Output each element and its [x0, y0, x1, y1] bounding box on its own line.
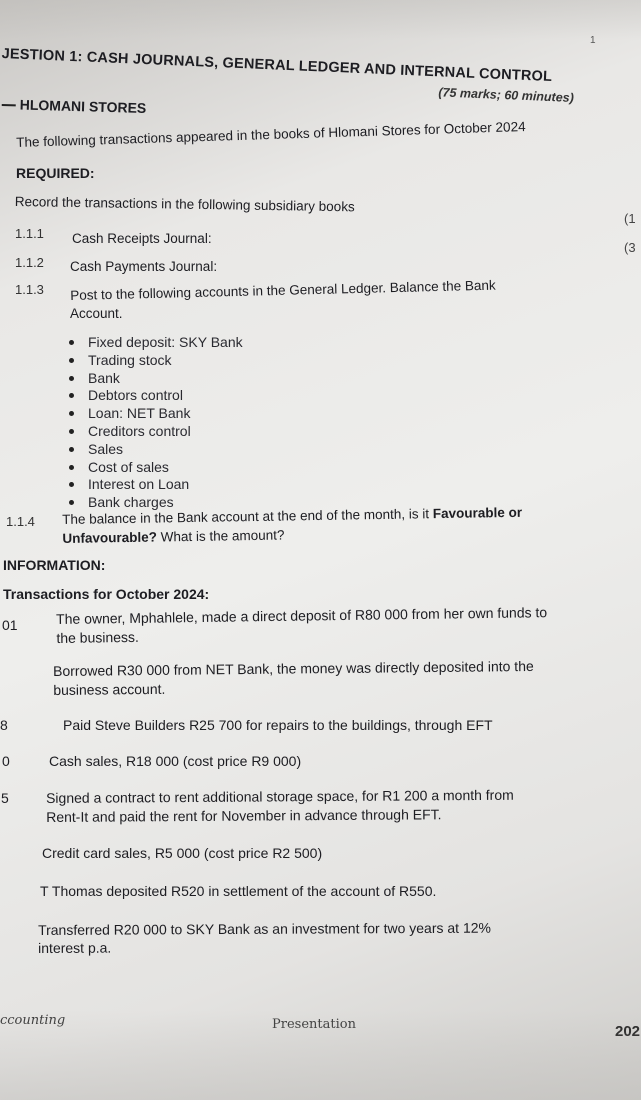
account-item: Sales	[66, 441, 243, 459]
right-mark-2: (3	[624, 240, 636, 255]
required-heading: REQUIRED:	[16, 165, 95, 181]
task-1-1-2-text: Cash Payments Journal:	[70, 259, 218, 274]
page-shadow-bottom	[0, 1010, 641, 1100]
task-1-1-2-number: 1.1.2	[15, 255, 44, 270]
company-name	[2, 96, 147, 117]
account-item: Cost of sales	[66, 459, 243, 477]
account-item: Bank charges	[66, 494, 243, 512]
task-1-1-4-text-a: The balance in the Bank account at the end of the month, is it	[62, 506, 433, 527]
right-mark-1: (1	[624, 211, 636, 226]
page-shadow-top	[0, 0, 641, 40]
transaction-line-1: The owner, Mphahlele, made a direct deposit of R80 000 from her own funds to	[56, 604, 548, 627]
transaction-day: 0	[2, 753, 10, 769]
marks-label: (75 marks; 60 minutes)	[438, 85, 575, 105]
transaction-line-1: Borrowed R30 000 from NET Bank, the money was directly deposited into the	[53, 657, 534, 679]
transaction-line-2: the business.	[56, 628, 139, 646]
account-list	[66, 334, 243, 512]
record-line: Record the transactions in the following subsidiary books	[14, 193, 355, 215]
page-mark: 1	[590, 35, 596, 46]
task-1-1-3-number: 1.1.3	[15, 282, 44, 297]
task-1-1-4-line-2	[62, 527, 284, 547]
account-item: Creditors control	[66, 423, 243, 441]
intro-text: The following transactions appeared in the books of Hlomani Stores for October 2024	[16, 118, 526, 150]
transaction-line-2: business account.	[53, 680, 166, 698]
account-item: Interest on Loan	[66, 476, 243, 494]
transaction-day: 8	[0, 717, 8, 733]
task-1-1-4-number: 1.1.4	[6, 514, 35, 529]
transaction-line-1: Cash sales, R18 000 (cost price R9 000)	[49, 753, 302, 769]
footer-left: ccounting	[0, 1013, 66, 1028]
account-item: Debtors control	[66, 387, 243, 405]
account-item: Bank	[66, 370, 243, 388]
task-1-1-4-text-d: What is the amount?	[156, 527, 285, 545]
task-1-1-4-text-b: Favourable or	[432, 504, 523, 522]
transaction-line-1: T Thomas deposited R520 in settlement of the account of R550.	[40, 883, 437, 899]
transactions-heading: Transactions for October 2024:	[3, 586, 210, 602]
task-1-1-1-text: Cash Receipts Journal:	[72, 231, 212, 246]
transaction-line-1: Signed a contract to rent additional storage space, for R1 200 a month from	[46, 786, 514, 806]
task-1-1-3-text: Post to the following accounts in the General Ledger. Balance the Bank	[70, 277, 496, 303]
information-heading: INFORMATION:	[3, 557, 106, 573]
transaction-line-1: Transferred R20 000 to SKY Bank as an investment for two years at 12%	[38, 919, 491, 938]
transaction-line-2: Rent-It and paid the rent for November in advance through EFT.	[46, 806, 442, 825]
transaction-line-2: interest p.a.	[38, 939, 112, 956]
transaction-day: 01	[2, 617, 18, 633]
account-item: Fixed deposit: SKY Bank	[66, 334, 243, 352]
transaction-line-1: Paid Steve Builders R25 700 for repairs to the buildings, through EFT	[63, 717, 493, 733]
footer-center: Presentation	[272, 1017, 356, 1032]
task-1-1-3-text-2: Account.	[70, 306, 123, 321]
company-name-text: HLOMANI STORES	[19, 96, 147, 117]
transaction-line-1: Credit card sales, R5 000 (cost price R2 500)	[42, 845, 323, 861]
task-1-1-4-text-c: Unfavourable?	[62, 529, 158, 546]
task-1-1-1-number: 1.1.1	[15, 226, 44, 241]
footer-right: 202	[615, 1023, 641, 1040]
account-item: Loan: NET Bank	[66, 405, 243, 423]
transaction-day: 5	[1, 790, 9, 806]
account-item: Trading stock	[66, 352, 243, 370]
question-title: JESTION 1: CASH JOURNALS, GENERAL LEDGER AND INTERNAL CONTROL	[1, 46, 553, 86]
